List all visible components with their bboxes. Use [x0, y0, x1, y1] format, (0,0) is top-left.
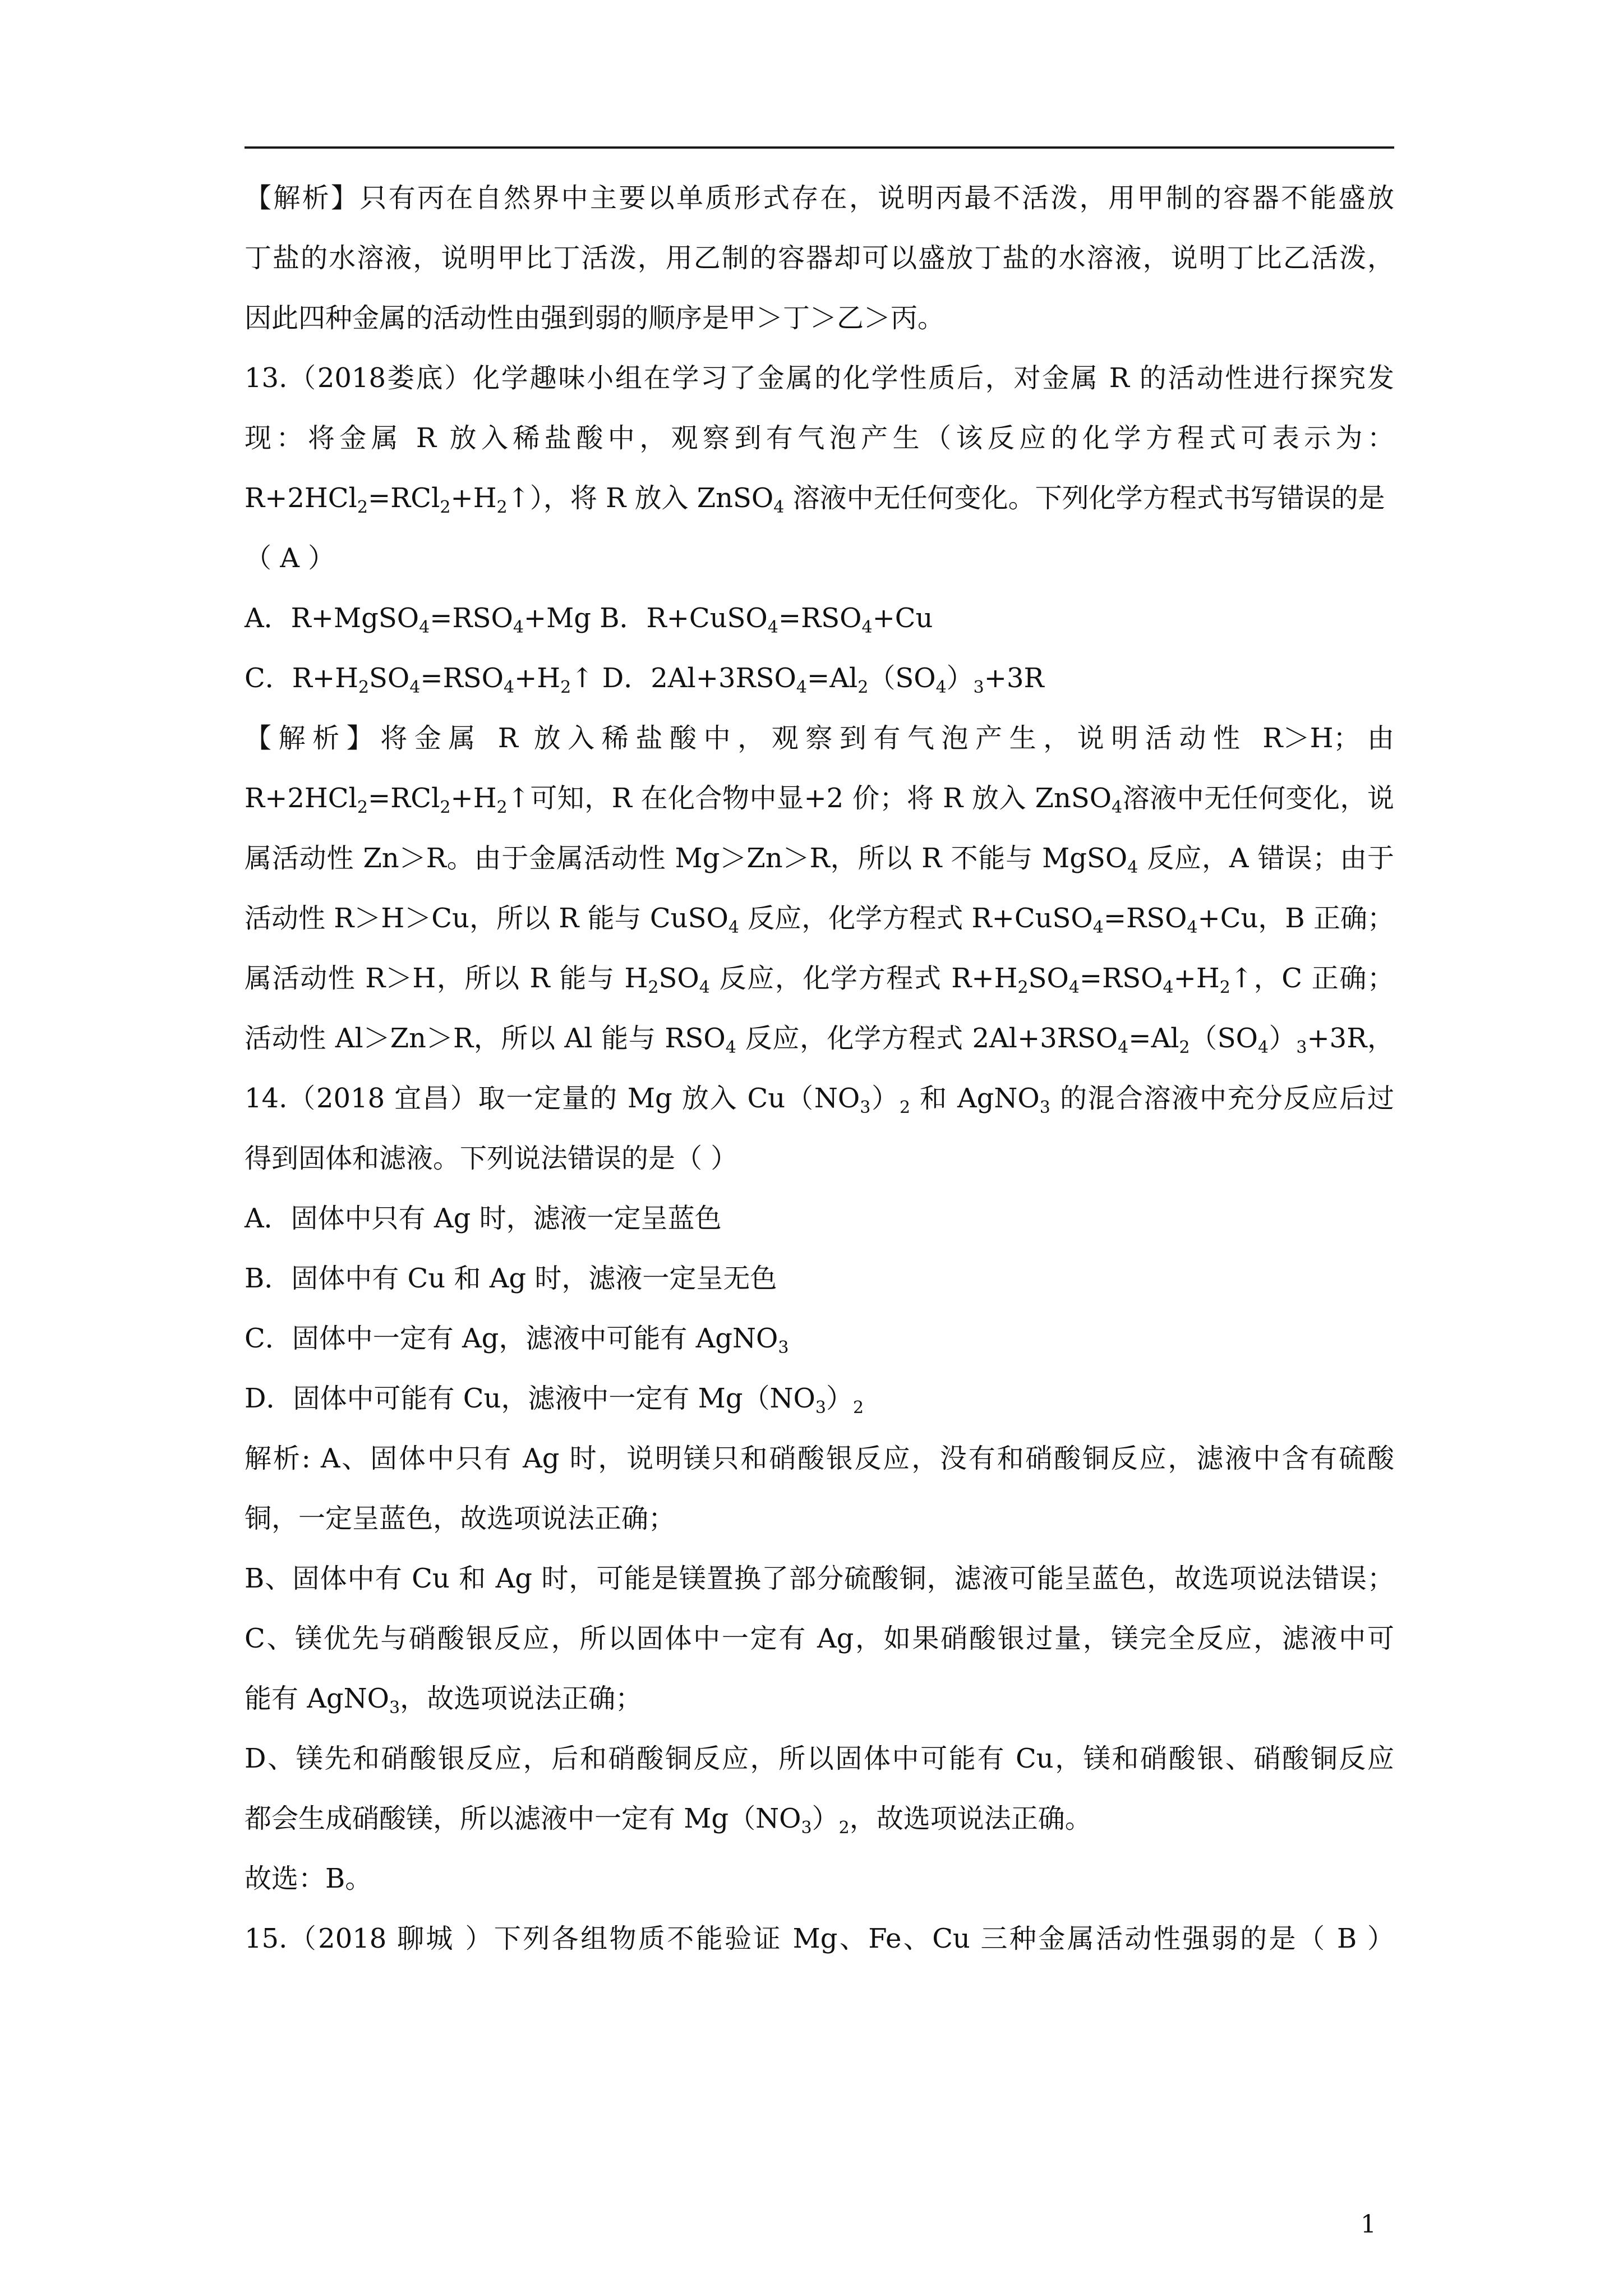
text-line: [245, 348, 1394, 408]
text-line: [245, 468, 1394, 528]
page-number: 1: [1361, 2210, 1376, 2239]
subscript: 2: [357, 798, 368, 817]
text-line: [245, 648, 1394, 708]
subscript: 2: [857, 678, 869, 697]
text-segment: ↑可知，R 在化合物中显+2 价；将 R 放入 ZnSO: [507, 783, 1112, 814]
text-segment: （ A ）: [245, 542, 335, 574]
text-line: [245, 829, 1394, 889]
text-line: [245, 1009, 1394, 1069]
text-line: [245, 949, 1394, 1009]
subscript: 4: [1187, 918, 1198, 937]
text-line: [245, 1189, 1394, 1249]
text-segment: 溶液中无任何变化，说: [1122, 783, 1394, 814]
text-segment: =RSO: [778, 602, 862, 634]
text-segment: +H: [450, 783, 497, 814]
text-segment: C．R+H: [245, 662, 358, 694]
text-line: [245, 1309, 1394, 1369]
text-line: [245, 1369, 1394, 1429]
text-segment: 【解析】只有丙在自然界中主要以单质形式存在，说明丙最不活泼，用甲制的容器不能盛放: [245, 182, 1394, 214]
text-segment: R+2HCl: [245, 783, 357, 814]
text-segment: =Al: [806, 662, 858, 694]
text-line: [245, 1609, 1394, 1669]
text-segment: +Mg B．R+CuSO: [523, 602, 768, 634]
subscript: 3: [860, 1098, 871, 1117]
text-segment: 因此四种金属的活动性由强到弱的顺序是甲＞丁＞乙＞丙。: [245, 302, 945, 334]
subscript: 4: [1118, 1038, 1129, 1057]
text-segment: =RCl: [367, 482, 440, 514]
text-segment: 得到固体和滤液。下列说法错误的是（ ）: [245, 1143, 738, 1174]
text-line: [245, 228, 1394, 288]
text-segment: 解析: A、固体中只有 Ag 时，说明镁只和硝酸银反应，没有和硝酸铜反应，滤液中含有硫酸: [245, 1443, 1394, 1474]
subscript: 2: [899, 1098, 911, 1117]
text-segment: 【解析】将金属 R 放入稀盐酸中，观察到有气泡产生，说明活动性 R＞H；由: [245, 723, 1394, 754]
subscript: 4: [935, 678, 947, 697]
text-segment: 反应，化学方程式 R+CuSO: [739, 903, 1093, 934]
text-segment: =RCl: [367, 783, 440, 814]
text-segment: 活动性 Al＞Zn＞R，所以 Al 能与 RSO: [245, 1023, 726, 1054]
text-segment: +H: [1173, 963, 1220, 994]
subscript: 3: [389, 1698, 400, 1718]
text-segment: 属活动性 Zn＞R。由于金属活动性 Mg＞Zn＞R，所以 R 不能与 MgSO: [245, 843, 1128, 874]
text-segment: 反应，化学方程式 R+H: [709, 963, 1018, 994]
subscript: 4: [1092, 918, 1104, 937]
text-segment: ，故选项说法正确；: [400, 1683, 643, 1714]
subscript: 3: [801, 1818, 812, 1838]
subscript: 2: [838, 1818, 850, 1838]
text-segment: D、镁先和硝酸银反应，后和硝酸铜反应，所以固体中可能有 Cu，镁和硝酸银、硝酸铜反应: [245, 1743, 1394, 1774]
text-segment: C、镁优先与硝酸银反应，所以固体中一定有 Ag，如果硝酸银过量，镁完全反应，滤液中可: [245, 1623, 1394, 1654]
text-line: [245, 288, 1394, 348]
text-segment: 14.（2018 宜昌）取一定量的 Mg 放入 Cu（NO: [245, 1083, 860, 1114]
subscript: 3: [1039, 1098, 1050, 1117]
text-segment: SO: [369, 662, 410, 694]
subscript: 2: [358, 678, 370, 697]
text-segment: +3R: [984, 662, 1044, 694]
text-segment: 和 AgNO: [910, 1083, 1040, 1114]
text-line: [245, 528, 1394, 588]
subscript: 4: [1258, 1038, 1269, 1057]
text-segment: +H: [514, 662, 561, 694]
text-segment: A．固体中只有 Ag 时，滤液一定呈蓝色: [245, 1203, 722, 1234]
subscript: 4: [1112, 798, 1123, 817]
text-segment: =RSO: [1079, 963, 1163, 994]
subscript: 4: [1163, 978, 1174, 997]
text-segment: C．固体中一定有 Ag，滤液中可能有 AgNO: [245, 1323, 778, 1354]
text-segment: 丁盐的水溶液，说明甲比丁活泼，用乙制的容器却可以盛放丁盐的水溶液，说明丁比乙活泼，: [245, 242, 1394, 274]
subscript: 3: [973, 678, 984, 697]
text-line: [245, 1789, 1394, 1849]
subscript: 2: [560, 678, 571, 697]
text-segment: 能有 AgNO: [245, 1683, 390, 1714]
text-segment: 故选：B。: [245, 1863, 372, 1894]
text-segment: SO: [658, 963, 699, 994]
text-line: [245, 1129, 1394, 1189]
text-line: [245, 1849, 1394, 1909]
subscript: 4: [699, 978, 710, 997]
text-segment: ）: [1269, 1023, 1297, 1054]
subscript: 4: [419, 618, 430, 637]
text-segment: 反应，A 错误；由于: [1147, 843, 1394, 874]
text-segment: 的混合溶液中充分反应后过: [1059, 1083, 1394, 1114]
subscript: 2: [496, 498, 508, 517]
text-segment: +Cu，B 正确；: [1197, 903, 1394, 934]
text-segment: （SO: [868, 662, 936, 694]
text-segment: +Cu: [872, 602, 933, 634]
subscript: 2: [440, 798, 451, 817]
text-line: [245, 168, 1394, 228]
text-segment: 现：将金属 R 放入稀盐酸中，观察到有气泡产生（该反应的化学方程式可表示为：: [245, 422, 1394, 454]
text-segment: 15.（2018 聊城 ）下列各组物质不能验证 Mg、Fe、Cu 三种金属活动性强弱的是（ B ）: [245, 1923, 1394, 1954]
text-segment: ↑，C 正确；: [1230, 963, 1394, 994]
text-segment: =RSO: [1103, 903, 1187, 934]
text-segment: 属活动性 R＞H，所以 R 能与 H: [245, 963, 648, 994]
text-segment: D．固体中可能有 Cu，滤液中一定有 Mg（NO: [245, 1383, 815, 1414]
text-segment: ↑），将 R 放入 ZnSO: [507, 482, 774, 514]
subscript: 3: [815, 1398, 826, 1418]
text-segment: 13.（2018娄底）化学趣味小组在学习了金属的化学性质后，对金属 R 的活动性进行探究发: [245, 362, 1394, 394]
subscript: 4: [728, 918, 739, 937]
subscript: 2: [1179, 1038, 1190, 1057]
subscript: 2: [1219, 978, 1230, 997]
text-segment: ）: [870, 1083, 900, 1114]
text-line: [245, 1429, 1394, 1489]
text-segment: +3R，: [1307, 1023, 1394, 1054]
text-line: [245, 769, 1394, 829]
subscript: 4: [796, 678, 807, 697]
text-line: [245, 708, 1394, 769]
document-body: [245, 168, 1394, 1969]
text-line: [245, 1729, 1394, 1789]
text-segment: =Al: [1128, 1023, 1179, 1054]
subscript: 4: [1127, 858, 1138, 877]
subscript: 4: [773, 498, 785, 517]
header-rule: [245, 146, 1394, 149]
text-segment: 活动性 R＞H＞Cu，所以 R 能与 CuSO: [245, 903, 728, 934]
text-line: [245, 1549, 1394, 1609]
text-line: [245, 408, 1394, 468]
text-segment: 都会生成硝酸镁，所以滤液中一定有 Mg（NO: [245, 1803, 801, 1834]
text-segment: SO: [1028, 963, 1069, 994]
text-segment: ）: [946, 662, 974, 694]
text-segment: （SO: [1189, 1023, 1258, 1054]
subscript: 2: [496, 798, 508, 817]
subscript: 2: [1017, 978, 1029, 997]
text-line: [245, 588, 1394, 648]
text-segment: ）: [811, 1803, 839, 1834]
text-line: [245, 1069, 1394, 1129]
text-line: [245, 889, 1394, 949]
text-line: [245, 1669, 1394, 1729]
subscript: 4: [725, 1038, 736, 1057]
subscript: 4: [409, 678, 421, 697]
subscript: 4: [1068, 978, 1080, 997]
text-segment: =RSO: [430, 602, 513, 634]
text-segment: A．R+MgSO: [245, 602, 419, 634]
subscript: 2: [648, 978, 659, 997]
text-segment: B．固体中有 Cu 和 Ag 时，滤液一定呈无色: [245, 1263, 777, 1294]
text-segment: ↑ D．2Al+3RSO: [571, 662, 796, 694]
text-segment: ）: [826, 1383, 853, 1414]
text-line: [245, 1249, 1394, 1309]
text-segment: ，故选项说法正确。: [849, 1803, 1092, 1834]
text-line: [245, 1909, 1394, 1969]
text-segment: =RSO: [420, 662, 504, 694]
subscript: 4: [767, 618, 778, 637]
subscript: 4: [503, 678, 515, 697]
subscript: 2: [357, 498, 368, 517]
subscript: 3: [1296, 1038, 1307, 1057]
subscript: 4: [861, 618, 873, 637]
text-segment: 反应，化学方程式 2Al+3RSO: [736, 1023, 1118, 1054]
text-segment: +H: [450, 482, 497, 514]
subscript: 4: [513, 618, 524, 637]
text-segment: B、固体中有 Cu 和 Ag 时，可能是镁置换了部分硫酸铜，滤液可能呈蓝色，故选项说法错误；: [245, 1563, 1394, 1594]
subscript: 2: [852, 1398, 864, 1418]
text-segment: 溶液中无任何变化。下列化学方程式书写错误的是: [784, 482, 1385, 514]
subscript: 3: [778, 1338, 789, 1358]
text-line: [245, 1489, 1394, 1549]
text-segment: 铜，一定呈蓝色，故选项说法正确；: [245, 1503, 676, 1534]
subscript: 2: [440, 498, 451, 517]
text-segment: R+2HCl: [245, 482, 357, 514]
